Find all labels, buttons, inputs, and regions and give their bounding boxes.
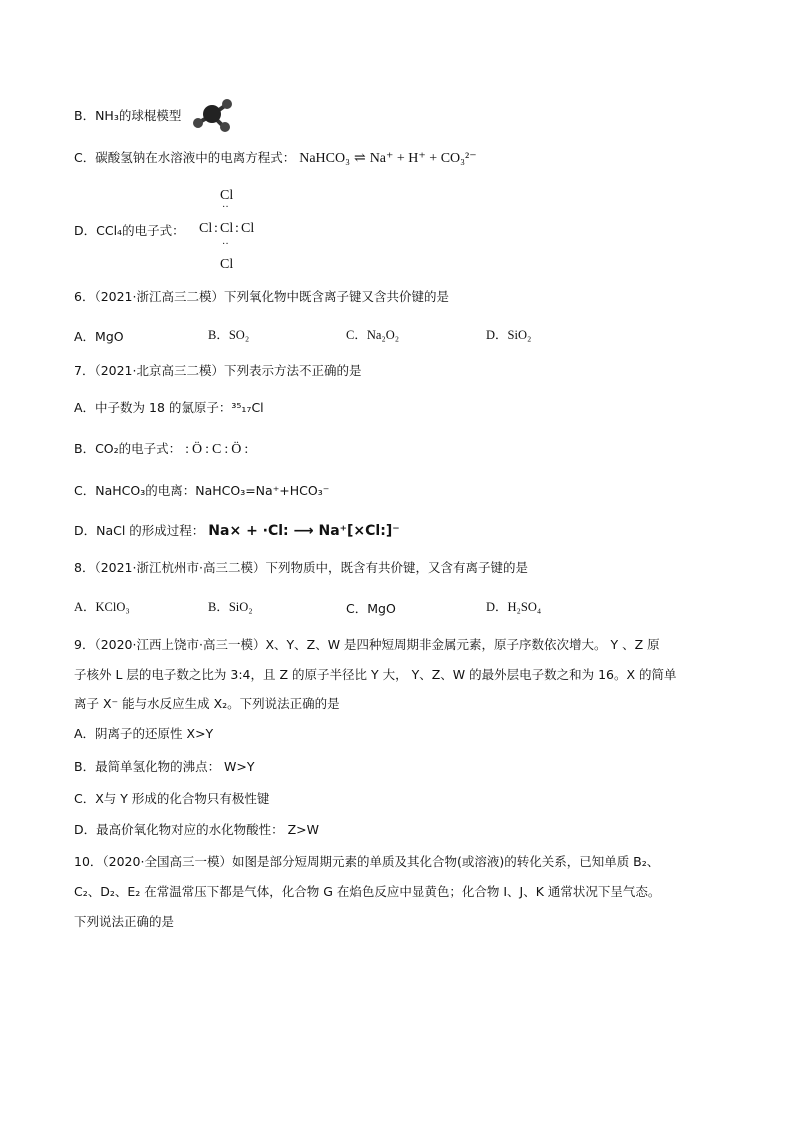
cl-top: Cl xyxy=(220,188,234,203)
cl-center: Cl xyxy=(220,221,234,236)
nacl-formation-formula: Na× + ·Cl: ⟶ Na⁺[×Cl:]⁻ xyxy=(208,523,400,539)
q8-stem: 8．（2021·浙江杭州市·高三二模）下列物质中，既含有共价键，又含有离子键的是 xyxy=(74,560,528,575)
dots-top: ·· xyxy=(222,202,229,213)
q9-option-b: B．最简单氢化物的沸点： W>Y xyxy=(74,759,255,774)
q7-option-a: A．中子数为 18 的氯原子：³⁵₁₇Cl xyxy=(74,400,264,415)
cl-left: Cl xyxy=(199,221,213,236)
q8-option-b: B．SiO₂ xyxy=(208,600,253,614)
co2-electron-formula: :Ö:C:Ö: xyxy=(185,442,252,457)
q6-option-b: B．SO₂ xyxy=(208,328,250,342)
q5-option-c-text: C．碳酸氢钠在水溶液中的电离方程式： xyxy=(74,150,296,165)
q9-option-c: C．X与 Y 形成的化合物只有极性键 xyxy=(74,791,270,806)
q10-stem-line-1: 10．（2020·全国高三一模）如图是部分短周期元素的单质及其化合物(或溶液)的转化关系，已知单质 B₂、 xyxy=(74,854,660,869)
q10-stem-line-3: 下列说法正确的是 xyxy=(74,914,175,929)
q9-stem-line-2: 子核外 L 层的电子数之比为 3:4，且 Z 的原子半径比 Y 大， Y、Z、W 的最外层电子数之和为 16。X 的简单 xyxy=(74,667,677,682)
q8-option-d: D．H₂SO₄ xyxy=(486,600,542,614)
q8-option-c: C．MgO xyxy=(346,601,396,616)
q9-option-a: A．阴离子的还原性 X>Y xyxy=(74,726,214,741)
dots-bottom: ·· xyxy=(222,239,229,250)
q6-stem: 6．（2021·浙江高三二模）下列氧化物中既含离子键又含共价键的是 xyxy=(74,289,449,304)
q5-option-d-text: D．CCl₄的电子式： xyxy=(74,223,185,238)
ccl4-electron-formula: Cl ·· Cl : Cl : Cl ·· Cl xyxy=(199,188,255,272)
q9-option-d: D．最高价氧化物对应的水化物酸性： Z>W xyxy=(74,822,319,837)
q5-option-c xyxy=(74,150,477,167)
equilibrium-arrow: ⇌ xyxy=(353,151,366,166)
q7-option-c: C．NaHCO₃的电离：NaHCO₃=Na⁺+HCO₃⁻ xyxy=(74,483,330,498)
cl-bottom: Cl xyxy=(220,257,234,272)
q7-option-d xyxy=(74,523,400,539)
q7-stem: 7．（2021·北京高三二模）下列表示方法不正确的是 xyxy=(74,363,362,378)
q5-option-b xyxy=(74,108,181,124)
q7-option-b xyxy=(74,441,251,458)
q6-option-c: C．Na₂O₂ xyxy=(346,328,400,342)
q9-stem-line-3: 离子 X⁻ 能与水反应生成 X₂。下列说法正确的是 xyxy=(74,696,340,711)
ball-stick-model-icon xyxy=(192,97,238,133)
q8-option-a: A．KClO₃ xyxy=(74,600,130,614)
q5-option-d xyxy=(74,223,185,239)
q10-stem-line-2: C₂、D₂、E₂ 在常温常压下都是气体，化合物 G 在焰色反应中显黄色；化合物 I、J、K 通常状况下呈气态。 xyxy=(74,884,661,899)
q7-option-b-text: B．CO₂的电子式： xyxy=(74,441,182,456)
q5-option-b-text: B．NH₃的球棍模型 xyxy=(74,108,182,123)
equation-right: Na⁺ + H⁺ + CO₃²⁻ xyxy=(369,151,477,166)
cl-right: Cl xyxy=(241,221,255,236)
q6-option-a: A．MgO xyxy=(74,329,124,344)
q9-stem-line-1: 9．（2020·江西上饶市·高三一模）X、Y、Z、W 是四种短周期非金属元素，原子序数依次增大。 Y 、Z 原 xyxy=(74,637,660,652)
q6-option-d: D．SiO₂ xyxy=(486,328,532,342)
equation-left: NaHCO₃ xyxy=(299,151,350,166)
q7-option-d-text: D．NaCl 的形成过程： xyxy=(74,523,205,538)
